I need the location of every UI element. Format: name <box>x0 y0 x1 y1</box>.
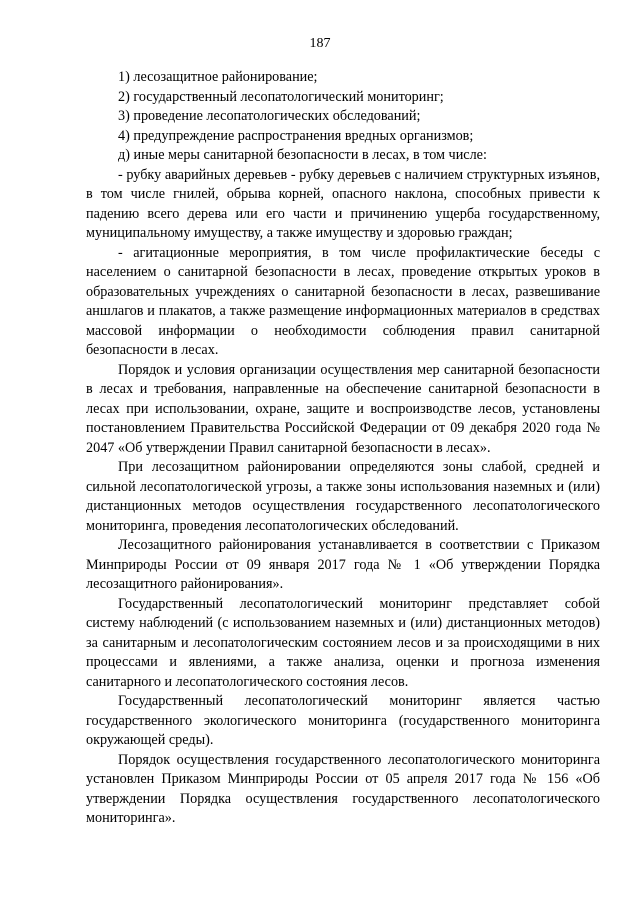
list-item-3: 3) проведение лесопатологических обследований; <box>118 108 421 124</box>
paragraph-procedure: Порядок и условия организации осуществления мер санитарной безопасности в лесах и требования, направленные на обеспечение санитарной безопасности в лесах при использовании, охране, защите и воспроизводстве лесов, установлены постановлением Правительства Российской Федерации от 09 декабря 2020 года № 2047 «Об утверждении Правил санитарной безопасности в лесах». <box>86 361 600 456</box>
paragraph-emergency-trees: - рубку аварийных деревьев - рубку деревьев с наличием структурных изъянов, в том числе гнилей, обрыва корней, опасного наклона, способных привести к падению всего дерева или его части и причинению ущерба государственному, муниципальному имуществу, а также имуществу и здоровью граждан; <box>86 166 600 241</box>
paragraph-monitoring-order: Порядок осуществления государственного лесопатологического мониторинга установлен Приказом Минприроды России от 05 апреля 2017 года № 156 «Об утверждении Порядка осуществления государственного лесопатологического мониторинга». <box>86 751 600 826</box>
page-number: 187 <box>309 36 331 51</box>
list-item-1: 1) лесозащитное районирование; <box>118 69 318 85</box>
paragraph-monitoring-part: Государственный лесопатологический мониторинг является частью государственного экологического мониторинга (государственного мониторинга окружающей среды). <box>86 693 600 748</box>
list-item-4: 4) предупреждение распространения вредных организмов; <box>118 127 474 144</box>
paragraph-zoning-order: Лесозащитного районирования устанавливается в соответствии с Приказом Минприроды России от 09 января 2017 года № 1 «Об утверждении Порядка лесозащитного районирования». <box>86 537 600 592</box>
paragraph-campaign-events: - агитационные мероприятия, в том числе профилактические беседы с населением о санитарной безопасности в лесах, проведение открытых уроков в образовательных учреждениях о санитарной безопасности в лесах, развешивание аншлагов и плакатов, а также размещение информационных материалов в средствах массовой информации о необходимости соблюдения правил санитарной безопасности в лесах. <box>86 244 600 358</box>
paragraph-monitoring-definition: Государственный лесопатологический мониторинг представляет собой систему наблюдений (с использованием наземных и (или) дистанционных методов) за санитарным и лесопатологическим состоянием лесов и за происходящими в них процессами и явлениями, а также анализа, оценки и прогноза изменения санитарного и лесопатологического состояния лесов. <box>86 595 600 690</box>
list-item-d: д) иные меры санитарной безопасности в лесах, в том числе: <box>118 147 487 163</box>
list-item-2: 2) государственный лесопатологический мониторинг; <box>118 88 444 105</box>
paragraph-zoning: При лесозащитном районировании определяются зоны слабой, средней и сильной лесопатологической угрозы, а также зоны использования наземных и (или) дистанционных методов осуществления государственного лесопатологического мониторинга, проведения лесопатологических обследований. <box>86 459 600 534</box>
document-body <box>86 68 600 829</box>
